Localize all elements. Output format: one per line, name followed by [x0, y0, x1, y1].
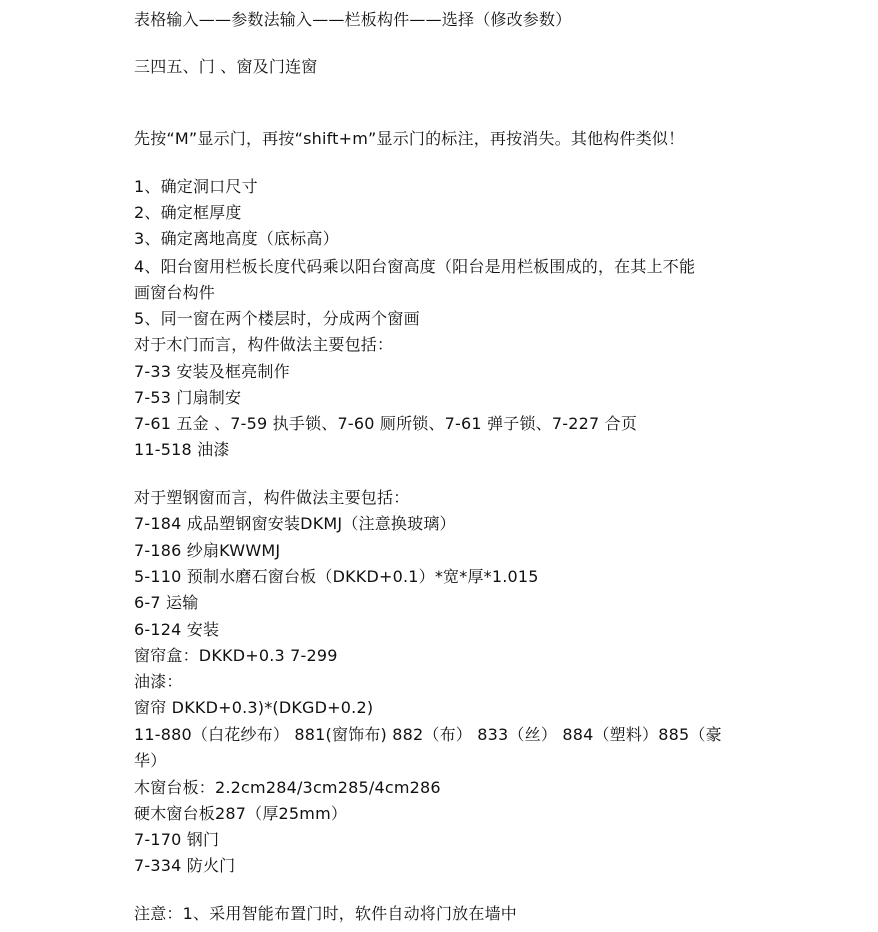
plastic-window-item: 油漆：	[134, 672, 183, 691]
plastic-window-item: 5-110 预制水磨石窗台板（DKKD+0.1）*宽*厚*1.015	[134, 567, 539, 586]
document-heading: 表格输入——参数法输入——栏板构件——选择（修改参数）	[134, 10, 572, 29]
plastic-window-item: 7-334 防火门	[134, 856, 236, 875]
step-item-continuation: 画窗台构件	[134, 283, 216, 302]
intro-paragraph: 先按“M”显示门，再按“shift+m”显示门的标注，再按消失。其他构件类似！	[134, 129, 685, 148]
plastic-window-item: 窗帘盒：DKKD+0.3 7-299	[134, 646, 338, 665]
plastic-window-item: 6-124 安装	[134, 620, 220, 639]
plastic-window-item: 硬木窗台板287（厚25mm）	[134, 804, 348, 823]
step-item: 2、确定框厚度	[134, 203, 242, 222]
wood-door-item: 11-518 油漆	[134, 440, 230, 459]
plastic-window-item: 木窗台板：2.2cm284/3cm285/4cm286	[134, 778, 441, 797]
note-paragraph: 注意：1、采用智能布置门时，软件自动将门放在墙中	[134, 904, 517, 923]
plastic-window-item: 6-7 运输	[134, 593, 199, 612]
step-item: 3、确定离地高度（底标高）	[134, 229, 339, 248]
step-item: 5、同一窗在两个楼层时，分成两个窗画	[134, 309, 420, 328]
wood-door-item: 7-33 安装及框亮制作	[134, 362, 290, 381]
plastic-window-item: 7-186 纱扇KWWMJ	[134, 541, 281, 560]
plastic-window-item-continuation: 华）	[134, 751, 167, 770]
step-item: 1、确定洞口尺寸	[134, 177, 258, 196]
plastic-window-item: 11-880（白花纱布） 881(窗饰布) 882（布） 833（丝） 884（塑料）885（豪	[134, 725, 722, 744]
step-item: 4、阳台窗用栏板长度代码乘以阳台窗高度（阳台是用栏板围成的，在其上不能	[134, 257, 696, 276]
wood-door-item: 7-53 门扇制安	[134, 388, 242, 407]
wood-door-item: 7-61 五金 、7-59 执手锁、7-60 厕所锁、7-61 弹子锁、7-227 合页	[134, 414, 638, 433]
plastic-window-item: 7-170 钢门	[134, 830, 220, 849]
plastic-window-item: 窗帘 DKKD+0.3)*(DKGD+0.2)	[134, 698, 374, 717]
plastic-window-title: 对于塑钢窗而言，构件做法主要包括：	[134, 488, 410, 507]
wood-door-title: 对于木门而言，构件做法主要包括：	[134, 335, 394, 354]
plastic-window-item: 7-184 成品塑钢窗安装DKMJ（注意换玻璃）	[134, 514, 456, 533]
section-title: 三四五、门 、窗及门连窗	[134, 57, 318, 76]
